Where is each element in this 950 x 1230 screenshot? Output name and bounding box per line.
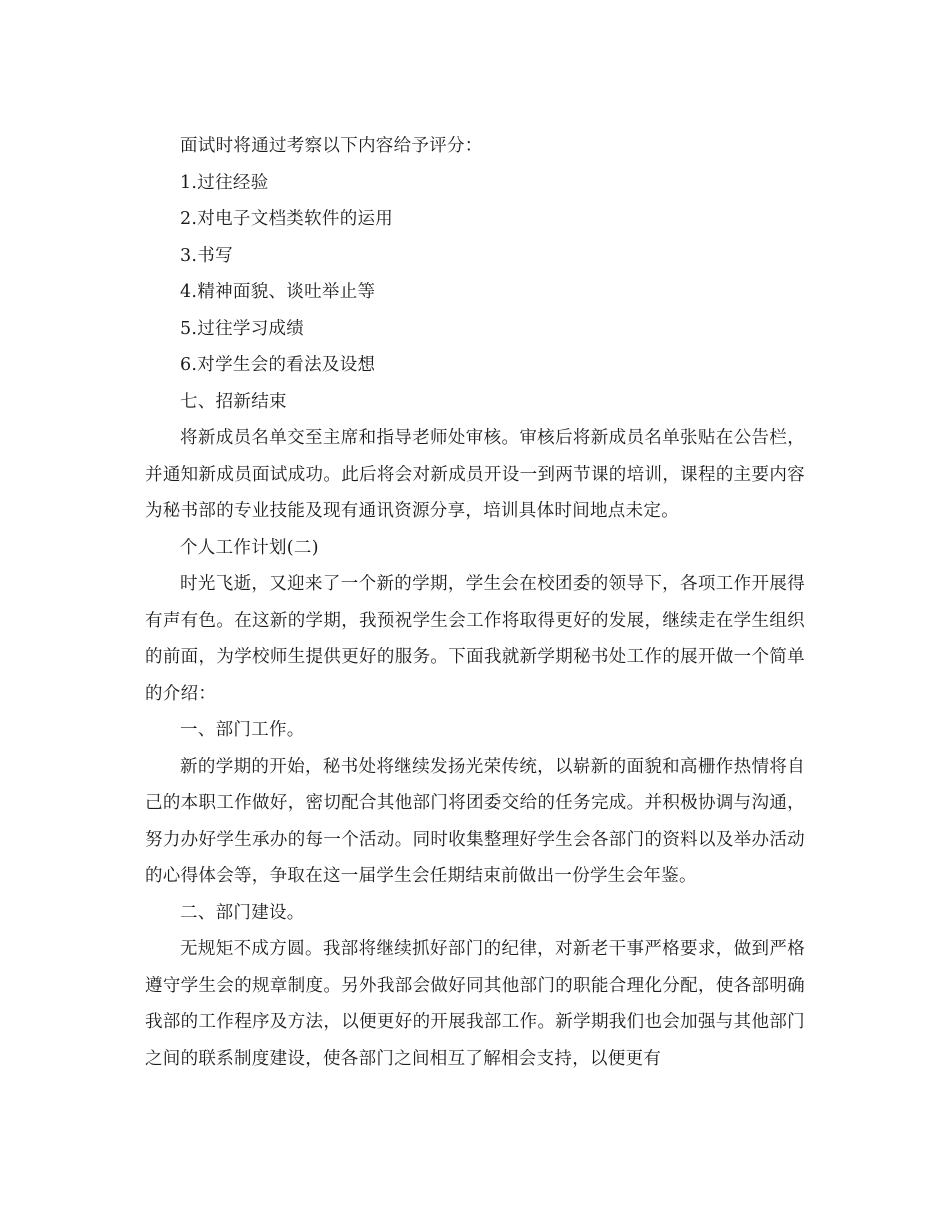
document-subtitle: 个人工作计划(二)	[180, 537, 319, 558]
list-item: 1.过往经验	[180, 172, 269, 193]
body-paragraph: 无规矩不成方圆。我部将继续抓好部门的纪律，对新老干事严格要求，做到严格遵守学生会的规章制度。另外我部会做好同其他部门的职能合理化分配，使各部明确我部的工作程序及方法，以便更好的开展我部工作。新学期我们也会加强与其他部门之间的联系制度建设，使各部门之间相互了解相会支持，以便更有	[145, 939, 805, 1069]
document-body	[145, 128, 805, 1077]
section-heading: 二、部门建设。	[180, 902, 305, 923]
list-item: 6.对学生会的看法及设想	[180, 355, 376, 375]
section-heading: 七、招新结束	[180, 391, 287, 412]
body-paragraph: 将新成员名单交至主席和指导老师处审核。审核后将新成员名单张贴在公告栏，并通知新成员面试成功。此后将会对新成员开设一到两节课的培训，课程的主要内容为秘书部的专业技能及现有通讯资源分享，培训具体时间地点未定。	[145, 428, 805, 521]
interview-intro: 面试时将通过考察以下内容给予评分：	[180, 136, 483, 156]
list-item: 4.精神面貌、谈吐举止等	[180, 282, 376, 302]
list-item: 3.书写	[180, 245, 233, 266]
body-paragraph: 时光飞逝，又迎来了一个新的学期，学生会在校团委的领导下，各项工作开展得有声有色。在这新的学期，我预祝学生会工作将取得更好的发展，继续走在学生组织的前面，为学校师生提供更好的服务。下面我就新学期秘书处工作的展开做一个简单的介绍：	[145, 574, 805, 704]
section-heading: 一、部门工作。	[180, 720, 305, 740]
list-item: 2.对电子文档类软件的运用	[180, 209, 394, 229]
list-item: 5.过往学习成绩	[180, 318, 305, 339]
body-paragraph: 新的学期的开始，秘书处将继续发扬光荣传统，以崭新的面貌和高栅作热情将自己的本职工作做好，密切配合其他部门将团委交给的任务完成。并积极协调与沟通，努力办好学生承办的每一个活动。同时收集整理好学生会各部门的资料以及举办活动的心得体会等，争取在这一届学生会任期结束前做出一份学生会年鉴。	[145, 756, 805, 886]
